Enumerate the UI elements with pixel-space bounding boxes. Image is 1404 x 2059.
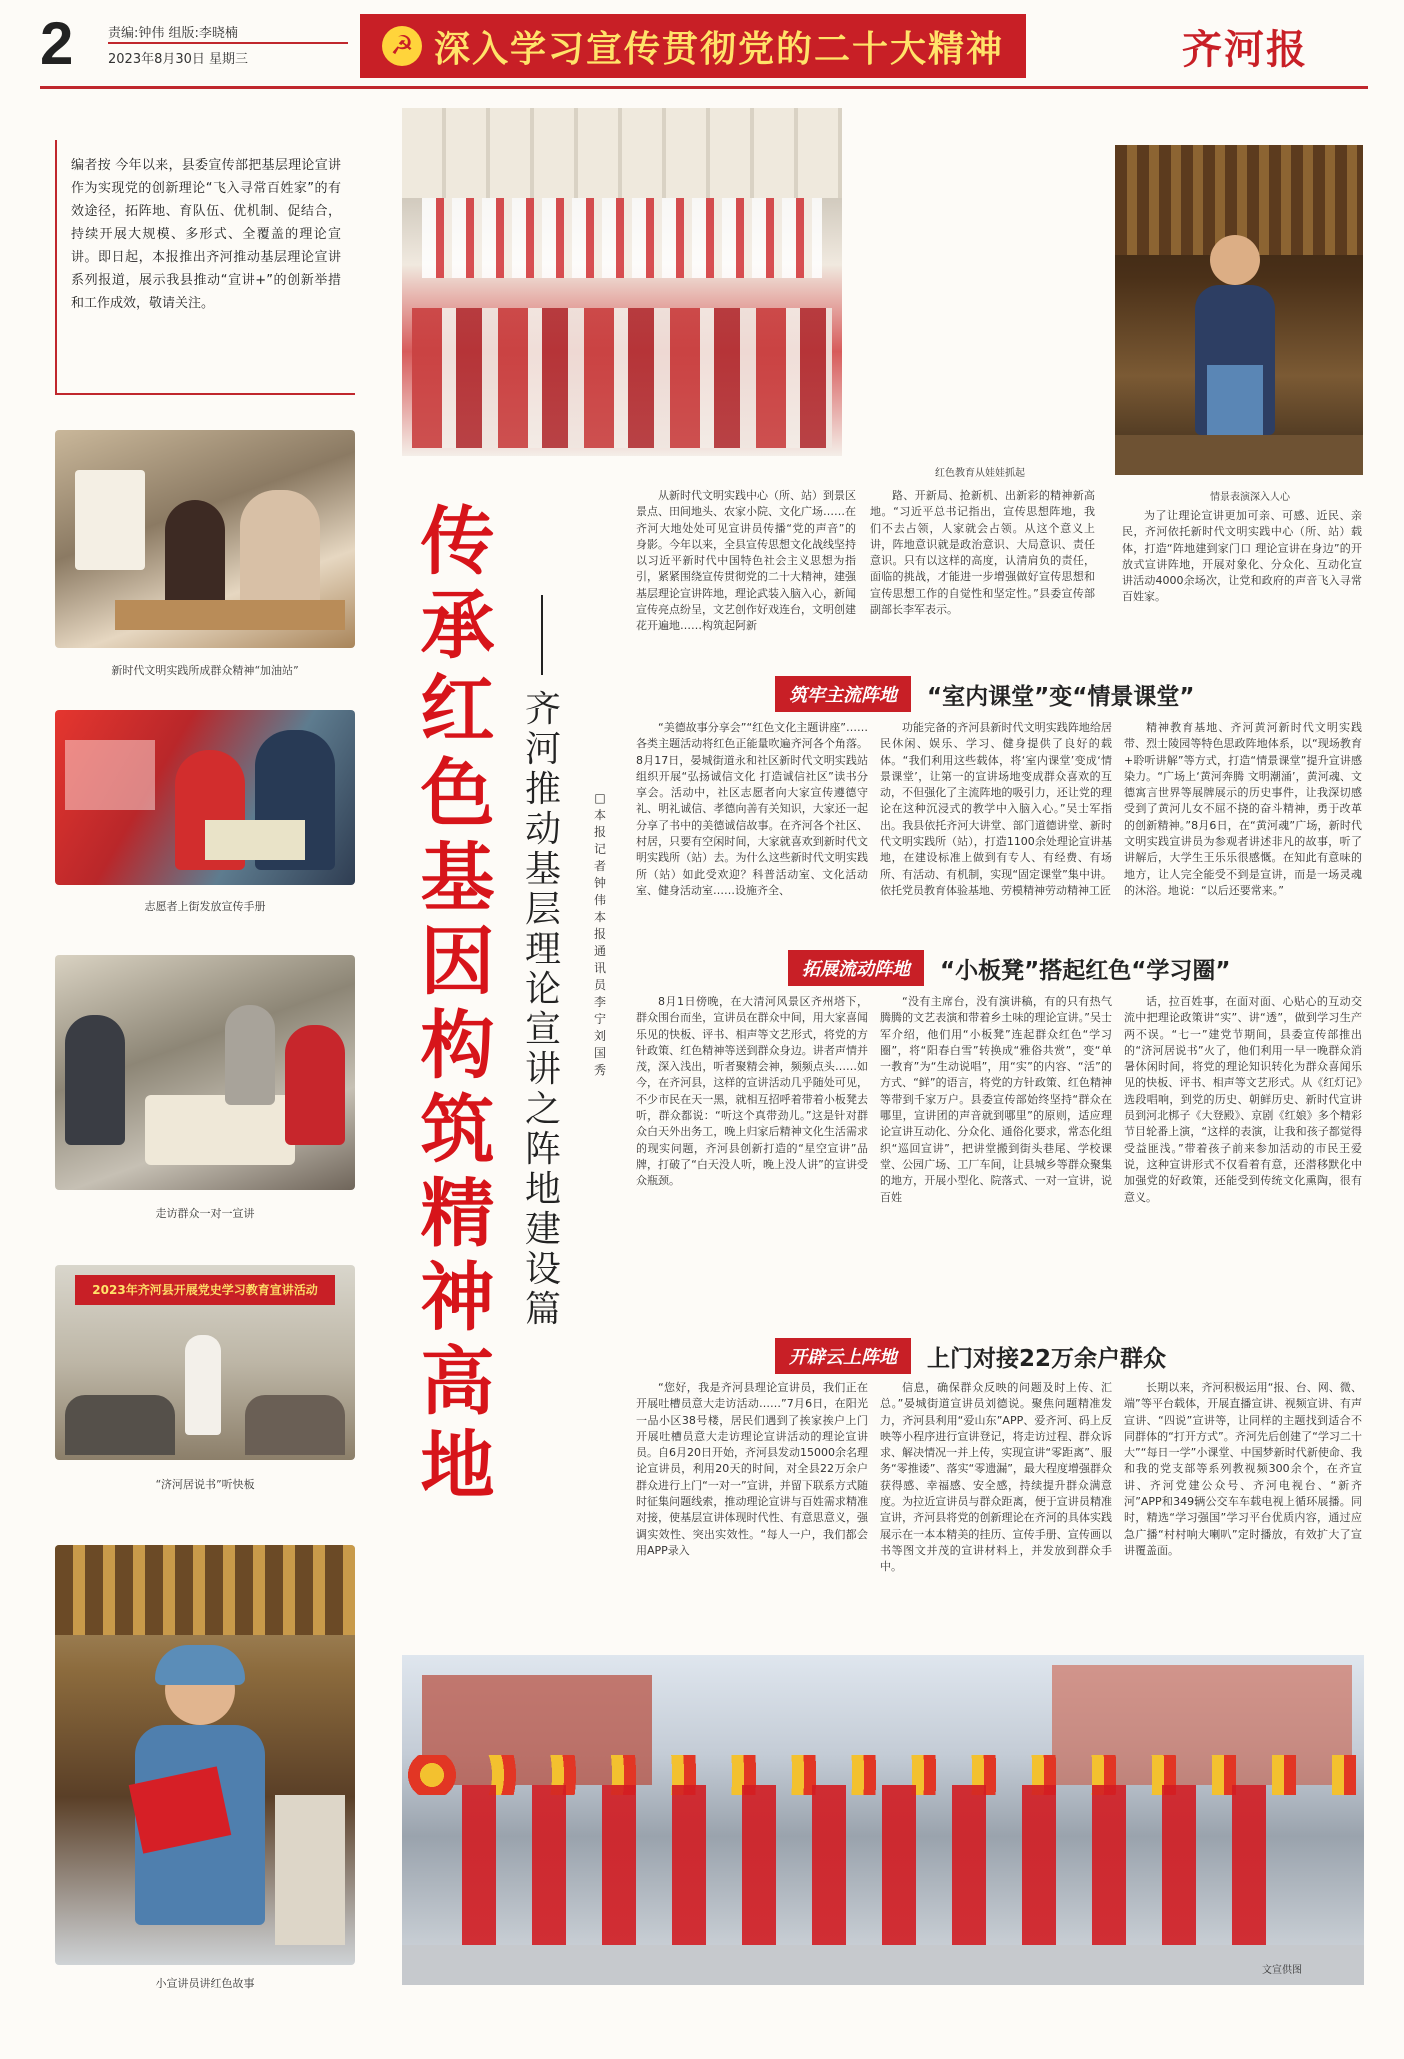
section-1-text-2: 功能完备的齐河县新时代文明实践阵地给居民休闲、娱乐、学习、健身提供了良好的载体。“我们利用这些载体，将‘室内课堂’变成‘情景课堂’，让第一的宣讲场地变成群众喜欢的互动，不但强化了主流阵地的吸引力，还让党的理论在这种沉浸式的教学中入脑入心。”吴士军指出。我县依托齐河大讲堂、部门道德讲堂、新时代文明实践所（站），打造1100余处理论宣讲基地，在建设标准上做到有专人、有经费、有场所、有活动、有机制，实现“固定课堂”集中讲。依托党员教育体验基地、劳模精神劳动精神工匠 xyxy=(880,721,1112,897)
section-3-col-3 xyxy=(1124,1380,1362,1648)
section-2-text-3: 话，拉百姓事，在面对面、心贴心的互动交流中把理论政策讲“实”、讲“透”，做到学习生产两不误。“七一”建党节期间，县委宣传部推出的“济河居说书”火了，他们利用一早一晚群众消暑休闲时间，将党的理论知识转化为群众喜闻乐见的快板、评书、相声等文艺形式。从《红灯记》选段唱响，到党的历史、朝鲜历史、新时代宣讲员到河北梆子《大登殿》、京剧《红娘》多个精彩节目轮番上演，“这样的表演，让我和孩子都觉得受益匪浅。”带着孩子前来参加活动的市民王爱说，这种宣讲形式不仅看着有意，还潜移默化中加强党的好政策，还能受到传统文化熏陶，很有意义。 xyxy=(1124,995,1362,1204)
section-2-tag: 拓展流动阵地 xyxy=(788,950,924,986)
photo-culture-station xyxy=(55,430,355,648)
section-2-title: “小板凳”搭起红色“学习圈” xyxy=(940,957,1231,984)
caption-top-center: 红色教育从娃娃抓起 xyxy=(935,468,1025,479)
caption-photo1: 新时代文明实践所成群众精神“加油站” xyxy=(111,664,299,677)
section-3-col-2 xyxy=(880,1380,1112,1648)
subtitle-dash xyxy=(541,595,543,675)
section-1-tag: 筑牢主流阵地 xyxy=(775,676,911,712)
intro-col-2 xyxy=(870,488,1095,656)
section-3-col-1 xyxy=(636,1380,868,1648)
section-1-title: “室内课堂”变“情景课堂” xyxy=(927,683,1195,710)
section-1-head xyxy=(775,676,1194,712)
newspaper-logo: 齐河报 xyxy=(1182,26,1308,73)
section-3-text-3: 长期以来，齐河积极运用“报、台、网、微、端”等平台载体，开展直播宣讲、视频宣讲、有声宣讲、“四说”宣讲等，让同样的主题找到适合不同群体的“打开方式”。齐河先后创建了“学习二十大”“每日一学”小课堂、中国梦新时代新使命、我和我的党支部等系列教视频300余个，在齐宣讲、齐河党建公众号、齐河电视台、“新齐河”APP和349辆公交车车载电视上循环展播。同时，精选“学习强国”学习平台优质内容，通过应急广播“村村响大喇叭”定时播放，有效扩大了宣讲覆盖面。 xyxy=(1124,1381,1362,1557)
section-3-text-2: 信息，确保群众反映的问题及时上传、汇总。”晏城街道宣讲员刘德说。聚焦问题精准发力，齐河县利用“爱山东”APP、爱齐河、码上反映等小程序进行宣讲登记，将走访过程、群众诉求、解决情况一并上传，实现宣讲“零距离”、服务“零推诿”、落实“零遗漏”，最大程度增强群众获得感、幸福感、安全感，持续提升群众满意度。为拉近宣讲员与群众距离，便于宣讲员精准宣讲，齐河县将党的创新理论在齐河的具体实践展示在一本本精美的挂历、宣传手册、宣传画以书等图文并茂的宣讲材料上，并发放到群众手中。 xyxy=(880,1381,1112,1574)
photo-volunteers xyxy=(55,710,355,885)
section-2-col-3 xyxy=(1124,994,1362,1324)
header-rule xyxy=(40,86,1368,89)
photo-stage-performance xyxy=(1115,145,1363,475)
section-3-title: 上门对接22万余户群众 xyxy=(927,1345,1167,1372)
header-divider xyxy=(108,42,348,44)
headline-main: 传承红色基因 构筑精神高地 xyxy=(420,499,495,1509)
photo-children-flags xyxy=(402,108,842,456)
section-2-head xyxy=(788,950,1230,986)
section-1-text-1: “美德故事分享会”“红色文化主题讲座”……各类主题活动将红色正能量吹遍齐河各个角落。8月17日，晏城街道永和社区新时代文明实践站组织开展“弘扬诚信文化 打造诚信社区”读书分享会。活动中，社区志愿者向大家宣传遵德守礼、明礼诚信、孝德向善有关知识，大家还一起分享了书中的美德诚信故事。在齐河各个社区、村居，只要有空闲时间，大家就喜欢到新时代文明实践所（站）去。为什么这些新时代文明实践所（站）如此受欢迎？科普活动室、文化活动室、健身活动室……设施齐全、 xyxy=(636,721,868,897)
caption-photo4: “济河居说书”听快板 xyxy=(155,1478,255,1491)
intro-col-3 xyxy=(1122,508,1362,656)
section-1-text-3: 精神教育基地、齐河黄河新时代文明实践带、烈士陵园等特色思政阵地体系，以“现场教育+聆听讲解”等方式，打造“情景课堂”提升宣讲感染力。“广场上‘黄河奔腾 文明潮涌’，黄河魂、文德寓言世界等展牌展示的历史事件，让我深切感受到了黄河儿女不屈不挠的奋斗精神，勇于改革的创新精神。”8月6日，在“黄河魂”广场，新时代文明实践宣讲员为参观者讲述非凡的故事，听了讲解后，大学生王乐乐很感慨。在知此有意味的地方，让人完全能受不到是宣讲，而是一场灵魂的沐浴。地说：“以后还要常来。” xyxy=(1124,721,1362,897)
caption-photo5: 小宣讲员讲红色故事 xyxy=(155,1977,255,1990)
theme-banner xyxy=(360,14,1026,78)
intro-col-1 xyxy=(636,488,856,656)
editor-credits: 责编:钟伟 组版:李晓楠 xyxy=(108,26,238,41)
section-2-text-2: “没有主席台，没有演讲稿，有的只有热气腾腾的文艺表演和带着乡土味的理论宣讲。”吴士军介绍，他们用“小板凳”连起群众红色“学习圈”，将“阳春白雪”转换成“雅俗共赏”，变“单一教育”为“生动说唱”，用“实”的内容、“活”的方式、“鲜”的语言，将党的方针政策、红色精神等带到千家万户。县委宣传部始终坚持“群众在哪里，宣讲团的声音就到哪里”的原则，适应理论宣讲互动化、分众化、通俗化要求，常态化组织“巡回宣讲”，把讲堂搬到街头巷尾、学校课堂、公园广场、工厂车间，让县城乡等群众聚集的地方，开展小型化、院落式、一对一宣讲，说百姓 xyxy=(880,995,1112,1204)
section-3-head xyxy=(775,1338,1166,1374)
section-2-text-1: 8月1日傍晚，在大清河风景区齐州塔下，群众围台而坐，宣讲员在群众中间，用大家喜闻乐见的快板、评书、相声等文艺形式，将党的方针政策、红色精神等送到群众身边。讲者声情并茂，深入浅出，听者聚精会神，频频点头……如今，在齐河县，这样的宣讲活动几乎随处可见，不少市民在天一黑，就相互招呼着带着小板凳去听，群众都说：“听这个真带劲儿。”这是针对群众白天外出务工，晚上归家后精神文化生活需求的现实问题，齐河县创新打造的“星空宣讲”品牌，打破了“白天没人听，晚上没人讲”的宣讲受众瓶颈。 xyxy=(636,995,868,1188)
caption-photo3: 走访群众一对一宣讲 xyxy=(155,1207,255,1220)
intro-text-2: 路、开新局、抢新机、出新彩的精神新高地。“习近平总书记指出，宣传思想阵地，我们不去占领，人家就会占领。从这个意义上讲，阵地意识就是政治意识、大局意识、责任意识。只有以这样的高度，认清肩负的责任，面临的挑战，才能进一步增强做好宣传思想和宣传思想工作的自觉性和坚定性。”县委宣传部副部长李军表示。 xyxy=(870,489,1095,617)
event-banner: 2023年齐河县开展党史学习教育宣讲活动 xyxy=(75,1275,335,1305)
headline-sub: 齐河推动基层理论宣讲之阵地建设篇 xyxy=(524,689,561,1330)
caption-top-right: 情景表演深入人心 xyxy=(1210,492,1290,503)
party-emblem-icon: ☭ xyxy=(382,26,422,66)
photo-home-visit xyxy=(55,955,355,1190)
section-1-col-2 xyxy=(880,720,1112,930)
section-1-col-1 xyxy=(636,720,868,930)
section-2-col-1 xyxy=(636,994,868,1324)
photo-credit: 文宣供图 xyxy=(1262,1965,1302,1976)
photo-child-speaker xyxy=(55,1545,355,1965)
photo-storytelling xyxy=(55,1265,355,1460)
section-3-tag: 开辟云上阵地 xyxy=(775,1338,911,1374)
photo-fan-dance xyxy=(402,1655,1364,1985)
intro-text-1: 从新时代文明实践中心（所、站）到景区景点、田间地头、农家小院、文化广场……在齐河大地处处可见宣讲员传播“党的声音”的身影。今年以来，全县宣传思想文化战线坚持以习近平新时代中国特色社会主义思想为指引，紧紧围绕宣传贯彻党的二十大精神，建强基层理论宣讲阵地，理论武装入脑入心，新闻宣传亮点纷呈，文艺创作好戏连台，文明创建花开遍地……构筑起阿新 xyxy=(636,489,856,633)
issue-date: 2023年8月30日 星期三 xyxy=(108,52,249,67)
theme-banner-text: 深入学习宣传贯彻党的二十大精神 xyxy=(433,28,1004,70)
section-3-text-1: “您好，我是齐河县理论宣讲员，我们正在开展吐槽员意大走访活动……”7月6日，在阳光一品小区38号楼，居民们遇到了挨家挨户上门开展吐槽员意大走访理论宣讲活动的理论宣讲员。自6月20日开始，齐河县发动15000余名理论宣讲员，利用20天的时间，对全县22万余户群众进行上门“一对一”宣讲，并留下联系方式随时征集问题线索，推动理论宣讲与百姓需求精准对接，使基层宣讲体现时代性、有意思意义，强调实效性、突出实效性。“每人一户，我们都会用APP录入 xyxy=(636,1381,868,1557)
section-2-col-2 xyxy=(880,994,1112,1324)
caption-photo2: 志愿者上街发放宣传手册 xyxy=(144,900,266,913)
intro-text-3: 为了让理论宣讲更加可亲、可感、近民、亲民，齐河依托新时代文明实践中心（所、站）载体，打造“阵地建到家门口 理论宣讲在身边”的开放式宣讲阵地，开展对象化、分众化、互动化宣讲活动4000余场次，让党和政府的声音飞入寻常百姓家。 xyxy=(1122,509,1362,604)
editor-note: 编者按 今年以来，县委宣传部把基层理论宣讲作为实现党的创新理论“飞入寻常百姓家”的有效途径，拓阵地、育队伍、优机制、促结合，持续开展大规模、多形式、全覆盖的理论宣讲。即日起，本报推出齐河推动基层理论宣讲系列报道，展示我县推动“宣讲+”的创新举措和工作成效，敬请关注。 xyxy=(55,140,355,395)
section-1-col-3 xyxy=(1124,720,1362,930)
byline: □本报记者 钟伟 本报通讯员 李宁 刘国秀 xyxy=(593,791,606,1077)
page-number: 2 xyxy=(40,10,74,77)
